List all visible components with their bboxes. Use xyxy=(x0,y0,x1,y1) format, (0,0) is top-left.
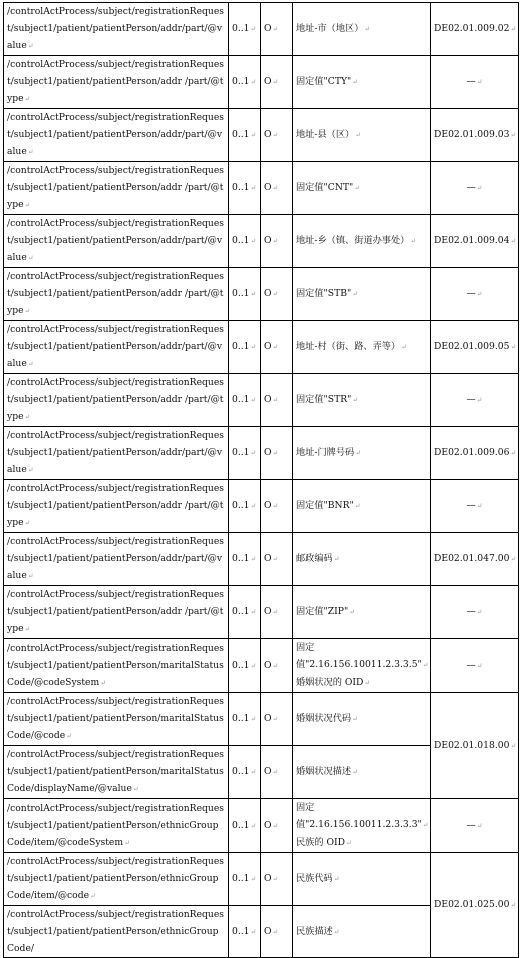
cardinality-cell: 0..1↵ xyxy=(229,639,261,693)
xpath-cell: /controlActProcess/subject/registrationRequest/subject1/patient/patientPerson/addr/part/@value↵ xyxy=(4,321,229,374)
data-element-code-cell: DE02.01.018.00↵ xyxy=(431,693,519,799)
element-spec-table xyxy=(3,2,519,958)
cardinality-cell: 0..1↵ xyxy=(229,427,261,480)
description-cell: 固定值"CTY"↵ xyxy=(293,56,431,109)
xpath-cell: /controlActProcess/subject/registrationRequest/subject1/patient/patientPerson/maritalStatusCode/@code↵ xyxy=(4,693,229,746)
cardinality-cell: 0..1↵ xyxy=(229,3,261,56)
data-element-code-cell: DE02.01.009.03↵ xyxy=(431,109,519,162)
description-cell: 地址-县（区）↵ xyxy=(293,109,431,162)
description-cell: 固定值"STR"↵ xyxy=(293,374,431,427)
conformance-cell: O↵ xyxy=(261,906,293,958)
conformance-cell: O↵ xyxy=(261,374,293,427)
table-row xyxy=(4,374,519,427)
description-cell: 地址-村（街、路、弄等）↵ xyxy=(293,321,431,374)
description-cell: 固定值"ZIP"↵ xyxy=(293,586,431,639)
cardinality-cell: 0..1↵ xyxy=(229,799,261,853)
conformance-cell: O↵ xyxy=(261,321,293,374)
cardinality-cell: 0..1↵ xyxy=(229,853,261,906)
description-cell: 民族代码↵ xyxy=(293,853,431,906)
data-element-code-cell: —↵ xyxy=(431,480,519,533)
xpath-cell: /controlActProcess/subject/registrationRequest/subject1/patient/patientPerson/addr/part/@value↵ xyxy=(4,109,229,162)
table-row xyxy=(4,3,519,56)
data-element-code-cell: DE02.01.009.04↵ xyxy=(431,215,519,268)
table-row xyxy=(4,162,519,215)
cardinality-cell: 0..1↵ xyxy=(229,268,261,321)
xpath-cell: /controlActProcess/subject/registrationRequest/subject1/patient/patientPerson/maritalStatusCode/displayName/@value↵ xyxy=(4,746,229,799)
table-row xyxy=(4,533,519,586)
description-cell: 固定值"2.16.156.10011.2.3.3.3"↵ 民族的 OID↵ xyxy=(293,799,431,853)
cardinality-cell: 0..1↵ xyxy=(229,906,261,958)
description-cell: 固定值"BNR"↵ xyxy=(293,480,431,533)
data-element-code-cell: —↵ xyxy=(431,799,519,853)
cardinality-cell: 0..1↵ xyxy=(229,215,261,268)
cardinality-cell: 0..1↵ xyxy=(229,56,261,109)
description-cell: 固定值"2.16.156.10011.2.3.3.5"↵ 婚姻状况的 OID↵ xyxy=(293,639,431,693)
table-row xyxy=(4,268,519,321)
data-element-code-cell: DE02.01.009.06↵ xyxy=(431,427,519,480)
table-row xyxy=(4,56,519,109)
table-row xyxy=(4,586,519,639)
conformance-cell: O↵ xyxy=(261,427,293,480)
table-row xyxy=(4,480,519,533)
conformance-cell: O↵ xyxy=(261,586,293,639)
cardinality-cell: 0..1↵ xyxy=(229,746,261,799)
xpath-cell: /controlActProcess/subject/registrationRequest/subject1/patient/patientPerson/ethnicGroupCode/item/@code↵ xyxy=(4,853,229,906)
table-body xyxy=(4,3,519,958)
cardinality-cell: 0..1↵ xyxy=(229,480,261,533)
description-cell: 婚姻状况代码↵ xyxy=(293,693,431,746)
conformance-cell: O↵ xyxy=(261,480,293,533)
description-cell: 邮政编码↵ xyxy=(293,533,431,586)
conformance-cell: O↵ xyxy=(261,56,293,109)
data-element-code-cell: DE02.01.009.05↵ xyxy=(431,321,519,374)
conformance-cell: O↵ xyxy=(261,3,293,56)
xpath-cell: /controlActProcess/subject/registrationRequest/subject1/patient/patientPerson/addr/part/@value↵ xyxy=(4,427,229,480)
cardinality-cell: 0..1↵ xyxy=(229,162,261,215)
conformance-cell: O↵ xyxy=(261,853,293,906)
data-element-code-cell: —↵ xyxy=(431,162,519,215)
xpath-cell: /controlActProcess/subject/registrationRequest/subject1/patient/patientPerson/addr/part/@value↵ xyxy=(4,3,229,56)
data-element-code-cell: —↵ xyxy=(431,639,519,693)
xpath-cell: /controlActProcess/subject/registrationRequest/subject1/patient/patientPerson/addr/part/@value↵ xyxy=(4,533,229,586)
description-cell: 地址-乡（镇、街道办事处）↵ xyxy=(293,215,431,268)
data-element-code-cell: DE02.01.047.00↵ xyxy=(431,533,519,586)
xpath-cell: /controlActProcess/subject/registrationRequest/subject1/patient/patientPerson/addr /part/@type↵ xyxy=(4,162,229,215)
xpath-cell: /controlActProcess/subject/registrationRequest/subject1/patient/patientPerson/addr/part/@value↵ xyxy=(4,215,229,268)
data-element-code-cell: DE02.01.025.00↵ xyxy=(431,853,519,958)
table-row xyxy=(4,853,519,906)
data-element-code-cell: —↵ xyxy=(431,374,519,427)
conformance-cell: O↵ xyxy=(261,215,293,268)
xpath-cell: /controlActProcess/subject/registrationRequest/subject1/patient/patientPerson/addr /part/@type↵ xyxy=(4,374,229,427)
xpath-cell: /controlActProcess/subject/registrationRequest/subject1/patient/patientPerson/maritalStatusCode/@codeSystem↵ xyxy=(4,639,229,693)
description-cell: 固定值"CNT"↵ xyxy=(293,162,431,215)
table-row xyxy=(4,799,519,853)
description-cell: 地址-市（地区）↵ xyxy=(293,3,431,56)
cardinality-cell: 0..1↵ xyxy=(229,374,261,427)
cardinality-cell: 0..1↵ xyxy=(229,586,261,639)
table-row xyxy=(4,215,519,268)
data-element-code-cell: —↵ xyxy=(431,56,519,109)
table-row xyxy=(4,427,519,480)
conformance-cell: O↵ xyxy=(261,639,293,693)
cardinality-cell: 0..1↵ xyxy=(229,693,261,746)
conformance-cell: O↵ xyxy=(261,799,293,853)
xpath-cell: /controlActProcess/subject/registrationRequest/subject1/patient/patientPerson/ethnicGroupCode/ xyxy=(4,906,229,958)
xpath-cell: /controlActProcess/subject/registrationRequest/subject1/patient/patientPerson/addr /part/@type↵ xyxy=(4,268,229,321)
xpath-cell: /controlActProcess/subject/registrationRequest/subject1/patient/patientPerson/addr /part/@type↵ xyxy=(4,56,229,109)
conformance-cell: O↵ xyxy=(261,533,293,586)
table-row xyxy=(4,639,519,693)
conformance-cell: O↵ xyxy=(261,162,293,215)
conformance-cell: O↵ xyxy=(261,746,293,799)
cardinality-cell: 0..1↵ xyxy=(229,109,261,162)
xpath-cell: /controlActProcess/subject/registrationRequest/subject1/patient/patientPerson/addr /part/@type↵ xyxy=(4,586,229,639)
description-cell: 固定值"STB"↵ xyxy=(293,268,431,321)
xpath-cell: /controlActProcess/subject/registrationRequest/subject1/patient/patientPerson/addr /part/@type↵ xyxy=(4,480,229,533)
description-cell: 婚姻状况描述↵ xyxy=(293,746,431,799)
data-element-code-cell: —↵ xyxy=(431,586,519,639)
table-row xyxy=(4,109,519,162)
table-row xyxy=(4,321,519,374)
data-element-code-cell: DE02.01.009.02↵ xyxy=(431,3,519,56)
conformance-cell: O↵ xyxy=(261,268,293,321)
xpath-cell: /controlActProcess/subject/registrationRequest/subject1/patient/patientPerson/ethnicGroupCode/item/@codeSystem↵ xyxy=(4,799,229,853)
conformance-cell: O↵ xyxy=(261,693,293,746)
cardinality-cell: 0..1↵ xyxy=(229,533,261,586)
table-row xyxy=(4,693,519,746)
conformance-cell: O↵ xyxy=(261,109,293,162)
data-element-code-cell: —↵ xyxy=(431,268,519,321)
cardinality-cell: 0..1↵ xyxy=(229,321,261,374)
description-cell: 地址-门牌号码↵ xyxy=(293,427,431,480)
description-cell: 民族描述↵ xyxy=(293,906,431,958)
